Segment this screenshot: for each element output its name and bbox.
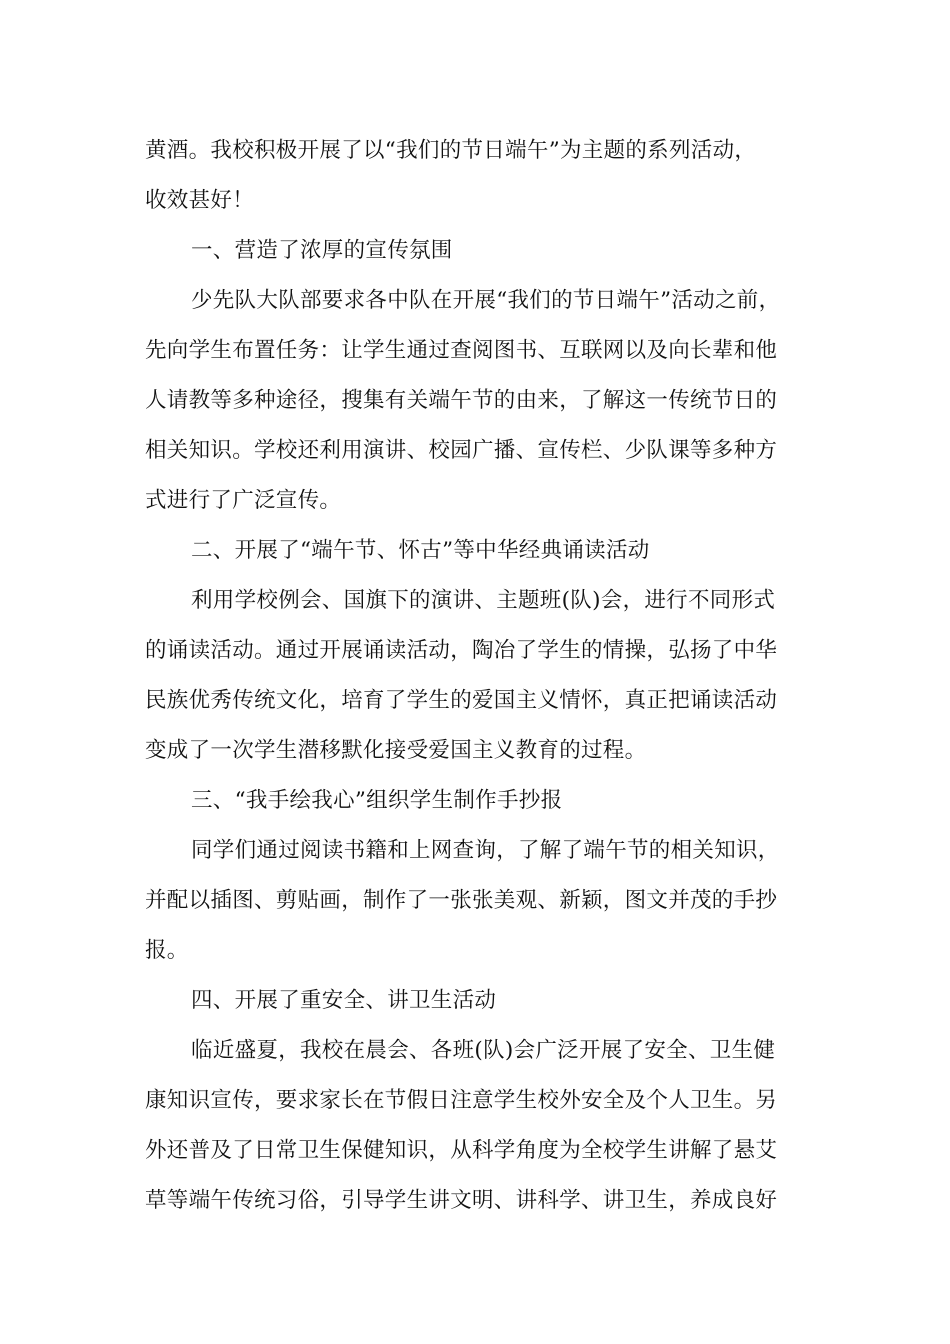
section-heading: 二、开展了“端午节、怀古”等中华经典诵读活动 — [191, 538, 650, 563]
paragraph-first-line: 少先队大队部要求各中队在开展“我们的节日端午”活动之前， — [191, 288, 781, 313]
body-line: 变成了一次学生潜移默化接受爱国主义教育的过程。 — [145, 738, 647, 763]
paragraph-first-line: 临近盛夏，我校在晨会、各班(队)会广泛开展了安全、卫生健 — [191, 1038, 776, 1063]
body-line: 报。 — [145, 938, 189, 963]
paragraph-first-line: 同学们通过阅读书籍和上网查询，了解了端午节的相关知识， — [191, 838, 780, 863]
section-heading: 四、开展了重安全、讲卫生活动 — [191, 988, 497, 1013]
document-body — [145, 126, 845, 1226]
body-line: 式进行了广泛宣传。 — [145, 488, 342, 513]
body-line: 外还普及了日常卫生保健知识，从科学角度为全校学生讲解了悬艾 — [145, 1138, 778, 1163]
paragraph-first-line: 利用学校例会、国旗下的演讲、主题班(队)会，进行不同形式 — [191, 588, 776, 613]
body-line: 人请教等多种途径，搜集有关端午节的由来，了解这一传统节日的 — [145, 388, 778, 413]
body-line: 相关知识。学校还利用演讲、校园广播、宣传栏、少队课等多种方 — [145, 438, 778, 463]
body-line: 的诵读活动。通过开展诵读活动，陶冶了学生的情操，弘扬了中华 — [145, 638, 778, 663]
section-heading: 一、营造了浓厚的宣传氛围 — [191, 238, 453, 263]
body-line: 先向学生布置任务：让学生通过查阅图书、互联网以及向长辈和他 — [145, 338, 778, 363]
section-heading: 三、“我手绘我心”组织学生制作手抄报 — [191, 788, 563, 813]
body-line: 草等端午传统习俗，引导学生讲文明、讲科学、讲卫生，养成良好 — [145, 1188, 778, 1213]
body-line: 民族优秀传统文化，培育了学生的爱国主义情怀，真正把诵读活动 — [145, 688, 778, 713]
body-line: 康知识宣传，要求家长在节假日注意学生校外安全及个人卫生。另 — [145, 1088, 778, 1113]
body-line: 并配以插图、剪贴画，制作了一张张美观、新颖，图文并茂的手抄 — [145, 888, 778, 913]
body-line: 收效甚好！ — [145, 188, 255, 213]
body-line: 黄酒。我校积极开展了以“我们的节日端午”为主题的系列活动， — [145, 138, 757, 163]
